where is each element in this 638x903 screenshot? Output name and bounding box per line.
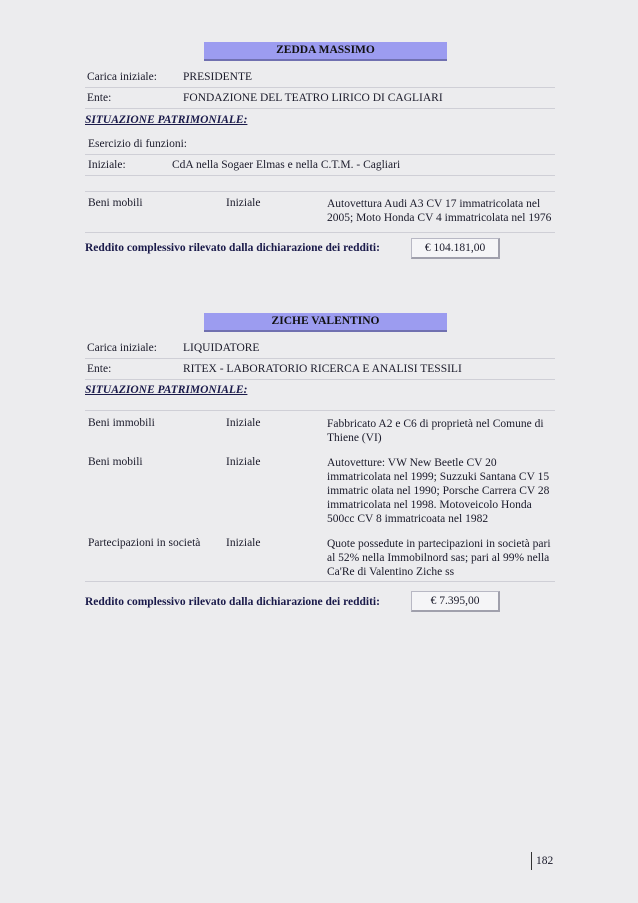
ente-label: Ente:: [87, 92, 112, 104]
asset-type: Beni mobili: [88, 197, 143, 209]
ente-row: [85, 88, 555, 109]
esercizio-label: Esercizio di funzioni:: [88, 138, 187, 150]
asset-row: [85, 456, 560, 526]
carica-label: Carica iniziale:: [87, 342, 157, 354]
asset-row: [85, 537, 560, 581]
income-value: € 7.395,00: [411, 591, 500, 612]
ente-value: RITEX - LABORATORIO RICERCA E ANALISI TESSILI: [183, 363, 462, 375]
carica-value: LIQUIDATORE: [183, 342, 260, 354]
asset-type: Beni immobili: [88, 417, 155, 429]
carica-row: [85, 338, 555, 359]
iniziale-row: [85, 155, 555, 176]
asset-status: Iniziale: [226, 537, 261, 549]
situazione-patrimoniale-heading: SITUAZIONE PATRIMONIALE:: [85, 384, 248, 396]
asset-status: Iniziale: [226, 456, 261, 468]
asset-row: [85, 417, 560, 447]
asset-description: Fabbricato A2 e C6 di proprietà nel Comune di Thiene (VI): [327, 418, 544, 444]
income-label: Reddito complessivo rilevato dalla dichiarazione dei redditi:: [85, 242, 380, 254]
carica-value: PRESIDENTE: [183, 71, 252, 83]
ente-value: FONDAZIONE DEL TEATRO LIRICO DI CAGLIARI: [183, 92, 443, 104]
income-value: € 104.181,00: [411, 238, 500, 259]
asset-description: Quote possedute in partecipazioni in società pari al 52% nella Immobilnord sas; pari al 99% nella Ca'Re di Valentino Ziche ss: [327, 538, 551, 578]
iniziale-value: CdA nella Sogaer Elmas e nella C.T.M. - Cagliari: [172, 159, 401, 171]
asset-type: Partecipazioni in società: [88, 537, 201, 549]
situazione-patrimoniale-heading: SITUAZIONE PATRIMONIALE:: [85, 114, 248, 126]
asset-status: Iniziale: [226, 197, 261, 209]
person-name-header: ZICHE VALENTINO: [204, 313, 447, 332]
ente-row: [85, 359, 555, 380]
income-label: Reddito complessivo rilevato dalla dichiarazione dei redditi:: [85, 596, 380, 608]
page-number: 182: [531, 852, 553, 870]
person-name-header: ZEDDA MASSIMO: [204, 42, 447, 61]
asset-type: Beni mobili: [88, 456, 143, 468]
ente-label: Ente:: [87, 363, 112, 375]
carica-row: [85, 67, 555, 88]
asset-status: Iniziale: [226, 417, 261, 429]
carica-label: Carica iniziale:: [87, 71, 157, 83]
asset-row: [85, 197, 560, 229]
esercizio-row: [85, 134, 555, 155]
iniziale-label: Iniziale:: [88, 159, 126, 171]
asset-description: Autovettura Audi A3 CV 17 immatricolata nel 2005; Moto Honda CV 4 immatricolata nel 1976: [327, 198, 552, 224]
asset-description: Autovetture: VW New Beetle CV 20 immatricolata nel 1999; Suzzuki Santana CV 15 immatric olata nel 1990; Porsche Carrera CV 28 immatricolata nel 1998. Motoveicolo Honda 500cc CV 8 immatricoata nel 1982: [327, 457, 550, 525]
